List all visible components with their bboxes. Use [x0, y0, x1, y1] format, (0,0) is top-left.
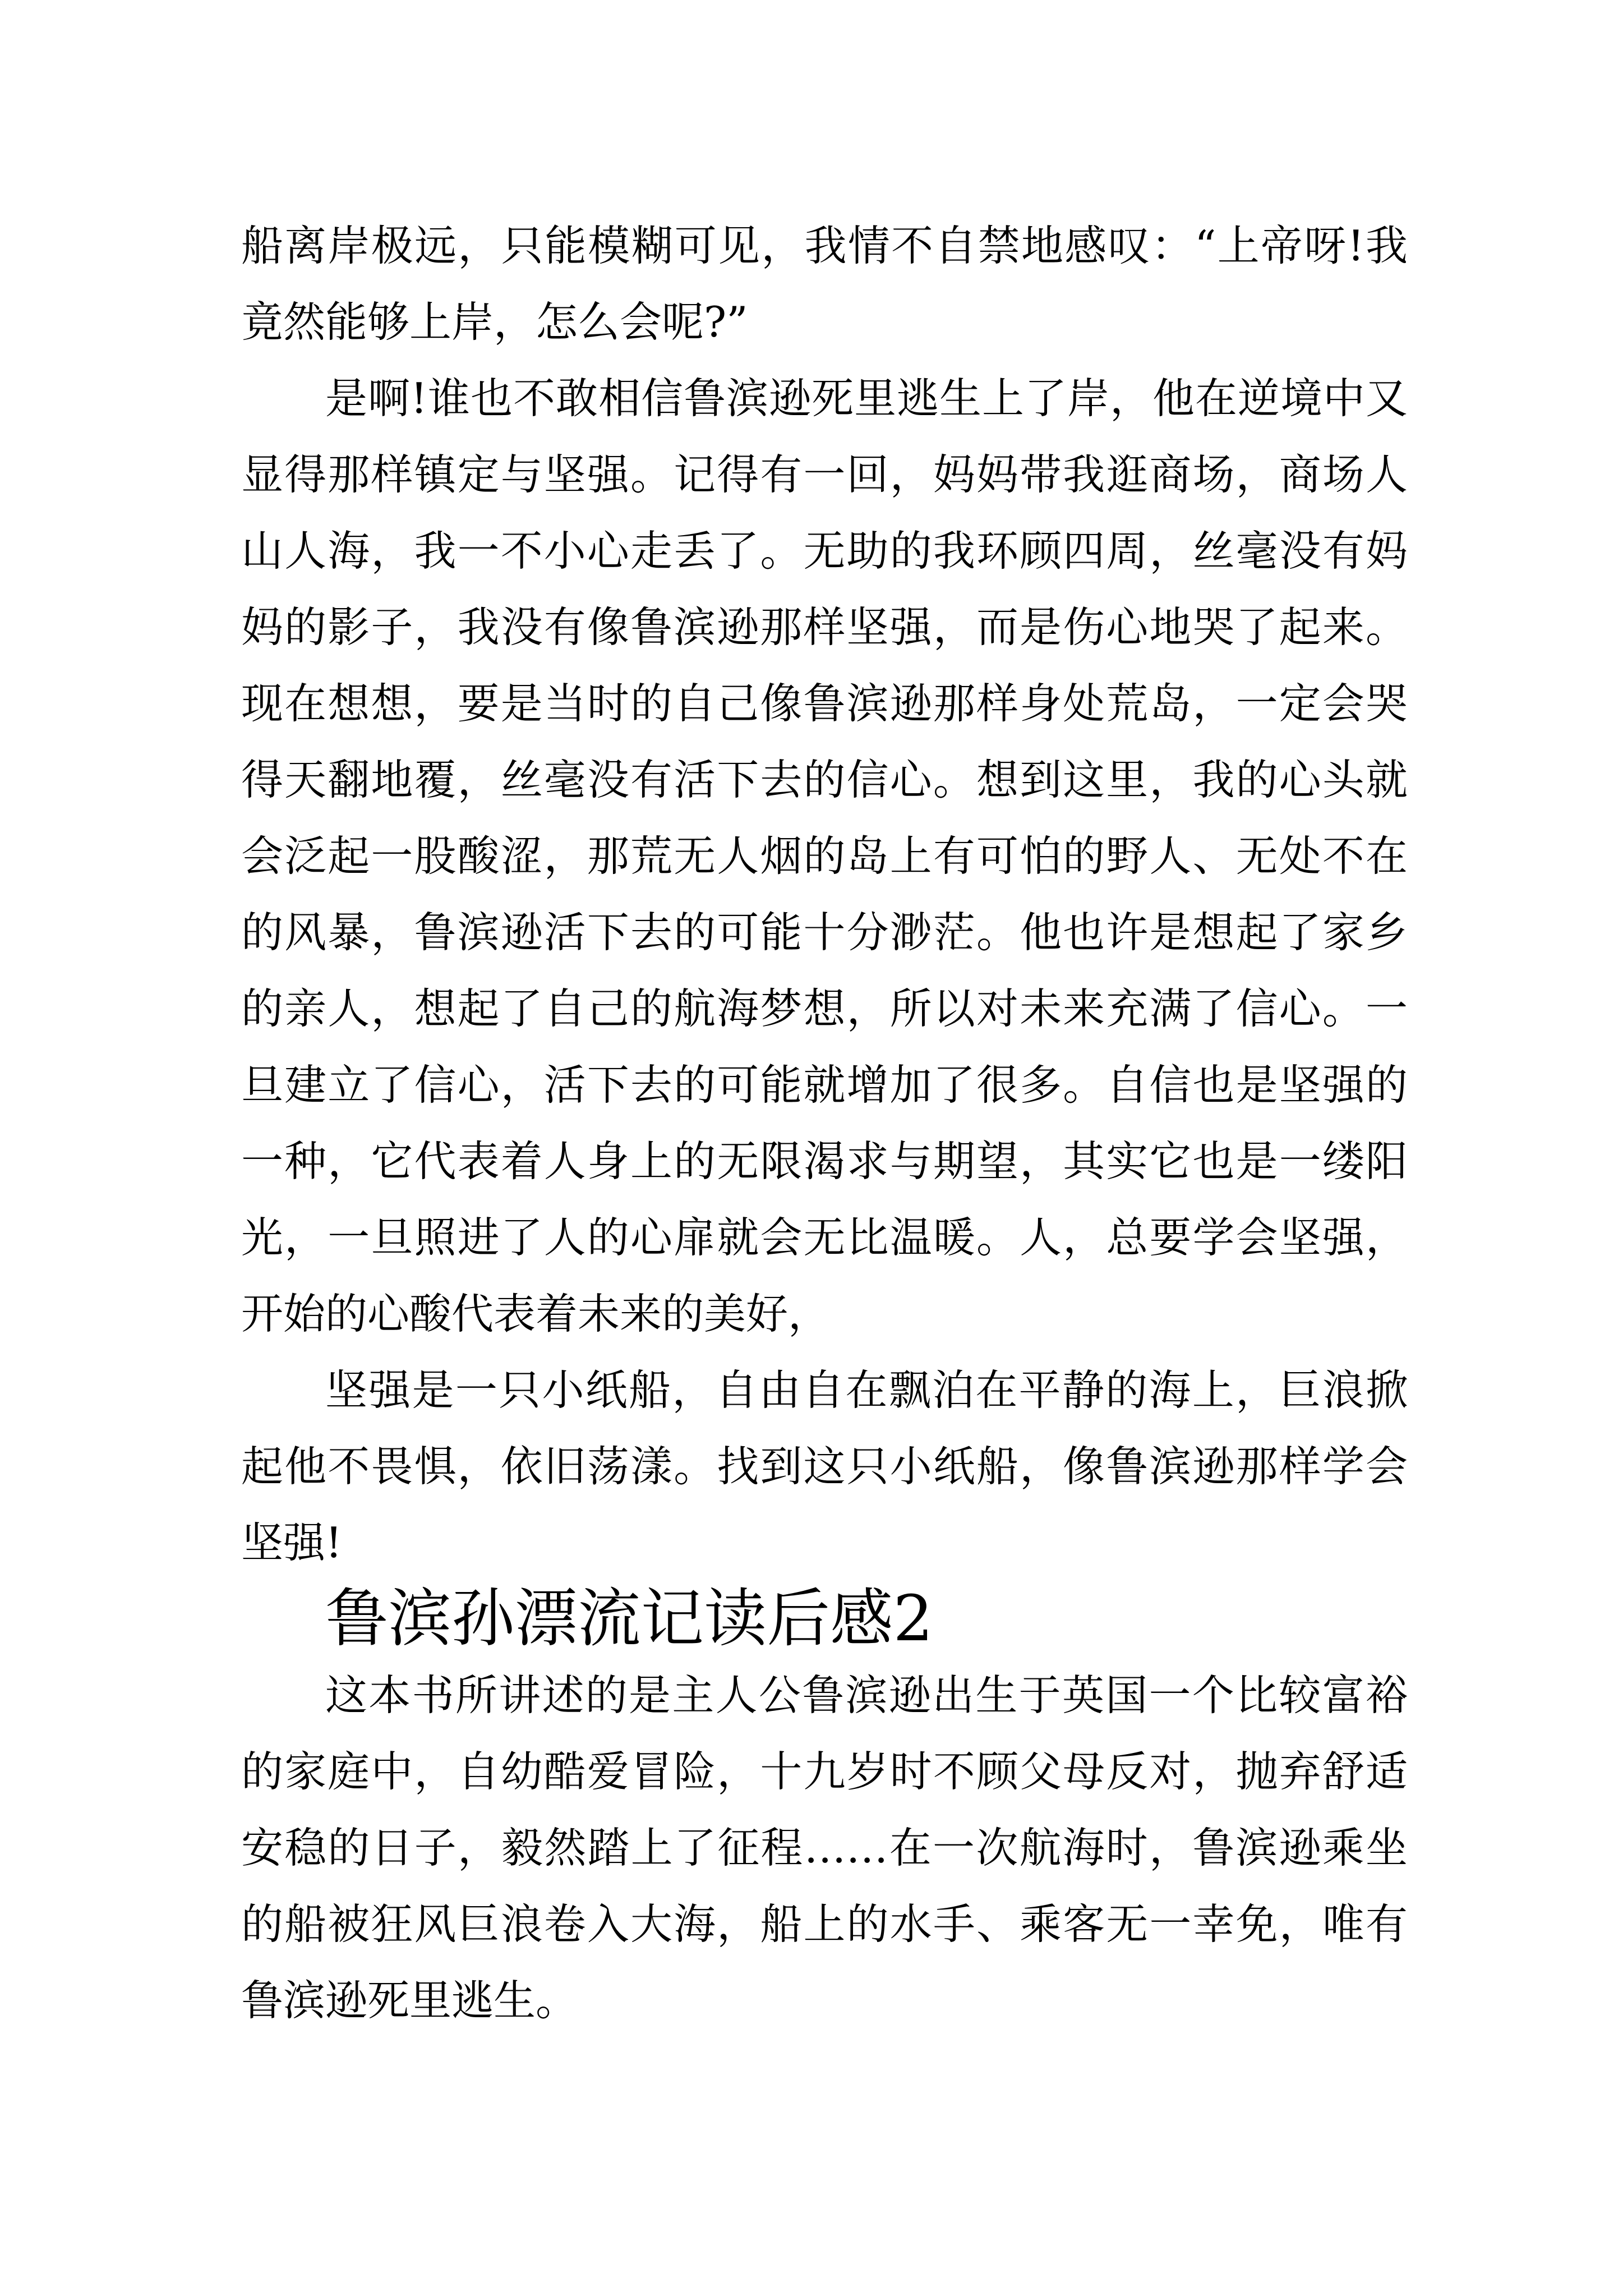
section-heading: 鲁滨孙漂流记读后感2 [325, 1582, 934, 1655]
paragraph-1: 船离岸极远，只能模糊可见，我情不自禁地感叹：“上帝呀!我竟然能够上岸，怎么会呢?” [241, 221, 1408, 347]
paragraph-4: 这本书所讲述的是主人公鲁滨逊出生于英国一个比较富裕的家庭中，自幼酷爱冒险，十九岁时不顾父母反对，抛弃舒适安稳的日子，毅然踏上了征程……在一次航海时，鲁滨逊乘坐的船被狂风巨浪卷入大海，船上的水手、乘客无一幸免，唯有鲁滨逊死里逃生。 [241, 1671, 1408, 2025]
paragraph-3: 坚强是一只小纸船，自由自在飘泊在平静的海上，巨浪掀起他不畏惧，依旧荡漾。找到这只小纸船，像鲁滨逊那样学会坚强! [241, 1365, 1408, 1567]
paragraph-2: 是啊!谁也不敢相信鲁滨逊死里逃生上了岸，他在逆境中又显得那样镇定与坚强。记得有一回，妈妈带我逛商场，商场人山人海，我一不小心走丢了。无助的我环顾四周，丝毫没有妈妈的影子，我没有像鲁滨逊那样坚强，而是伤心地哭了起来。现在想想，要是当时的自己像鲁滨逊那样身处荒岛，一定会哭得天翻地覆，丝毫没有活下去的信心。想到这里，我的心头就会泛起一股酸涩，那荒无人烟的岛上有可怕的野人、无处不在的风暴，鲁滨逊活下去的可能十分渺茫。他也许是想起了家乡的亲人，想起了自己的航海梦想，所以对未来充满了信心。一旦建立了信心，活下去的可能就增加了很多。自信也是坚强的一种，它代表着人身上的无限渴求与期望，其实它也是一缕阳光，一旦照进了人的心扉就会无比温暖。人，总要学会坚强，开始的心酸代表着未来的美好， [241, 374, 1408, 1338]
document-body [241, 208, 1408, 2039]
